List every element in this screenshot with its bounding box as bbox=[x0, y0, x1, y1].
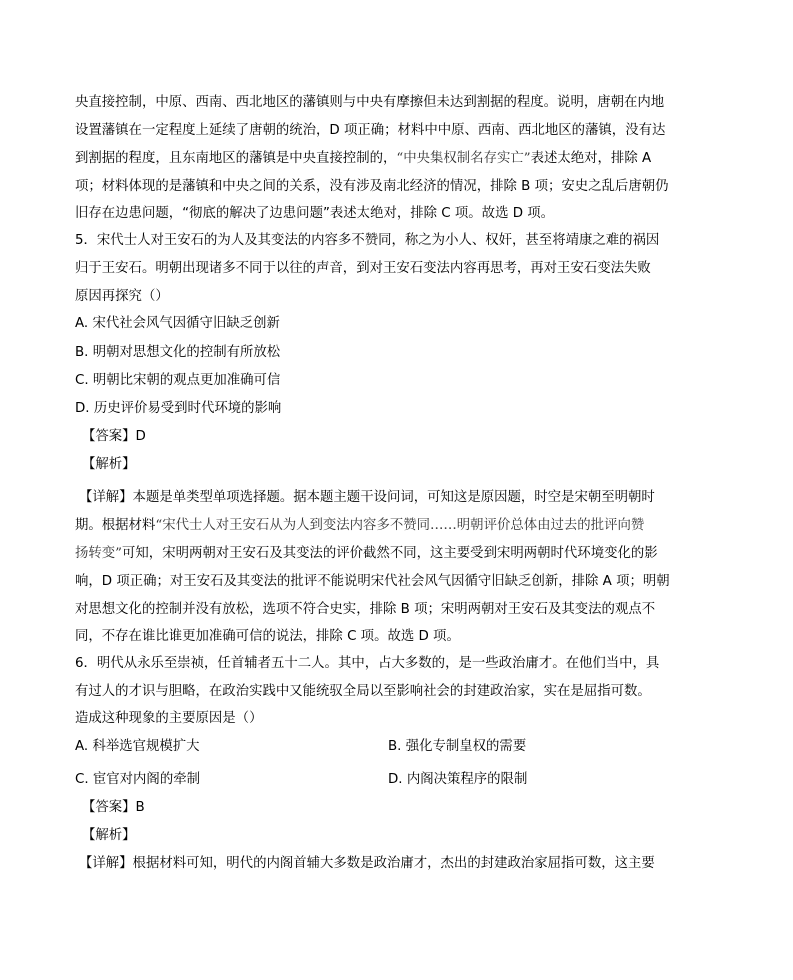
question-6-option-b: B. 强化专制皇权的需要 bbox=[388, 739, 527, 754]
question-6-analysis-label: 【解析】 bbox=[82, 828, 136, 843]
question-5-option-c: C. 明朝比宋朝的观点更加准确可信 bbox=[75, 373, 281, 388]
question-6-detail: 【详解】根据材料可知，明代的内阁首辅大多数是政治庸才，杰出的封建政治家屈指可数，这主要 bbox=[79, 856, 655, 871]
question-5-stem: 5．宋代士人对王安石的为人及其变法的内容多不赞同，称之为小人、权奸，甚至将靖康之难的祸因 bbox=[75, 233, 660, 248]
analysis-line: 项；材料体现的是藩镇和中央之间的关系，没有涉及南北经济的情况，排除 B 项；安史之乱后唐朝仍 bbox=[75, 179, 669, 194]
question-5-option-d: D. 历史评价易受到时代环境的影响 bbox=[75, 401, 282, 416]
question-5-stem: 原因再探究（） bbox=[75, 289, 169, 304]
question-5-detail: 【详解】本题是单类型单项选择题。据本题主题干设问词，可知这是原因题，时空是宋朝至明朝时 bbox=[79, 490, 655, 505]
question-5-detail: 对思想文化的控制并没有放松，选项不符合史实，排除 B 项；宋明两朝对王安石及其变法的观点不 bbox=[75, 602, 656, 617]
question-5-option-b: B. 明朝对思想文化的控制有所放松 bbox=[75, 345, 281, 360]
question-6-stem: 有过人的才识与胆略，在政治实践中又能统驭全局以至影响社会的封建政治家，实在是屈指可数。 bbox=[75, 684, 651, 699]
question-5-detail: 期。根据材料“宋代士人对王安石从为人到变法内容多不赞同……明朝评价总体由过去的批评向赞 bbox=[75, 518, 645, 533]
question-5-detail: 扬转变”可知，宋明两朝对王安石及其变法的评价截然不同，这主要受到宋明两朝时代环境变化的影 bbox=[75, 546, 658, 561]
question-5-answer: 【答案】D bbox=[82, 429, 146, 444]
question-5-option-a: A. 宋代社会风气因循守旧缺乏创新 bbox=[75, 316, 280, 331]
analysis-line: 旧存在边患问题，“彻底的解决了边患问题”表述太绝对，排除 C 项。故选 D 项。 bbox=[75, 206, 555, 221]
analysis-line: 到割据的程度，且东南地区的藩镇是中央直接控制的，“中央集权制名存实亡”表述太绝对，排除 A bbox=[75, 151, 652, 166]
quote-text: “宋代士人对王安石从为人到变法内容多不赞同……明朝评价总体由过去的批评向赞 bbox=[155, 518, 645, 533]
question-5-analysis-label: 【解析】 bbox=[82, 457, 136, 472]
question-5-stem: 归于王安石。明朝出现诸多不同于以往的声音，到对王安石变法内容再思考，再对王安石变法失败 bbox=[75, 261, 651, 276]
question-6-option-a: A. 科举选官规模扩大 bbox=[75, 739, 200, 754]
analysis-line: 央直接控制，中原、西南、西北地区的藩镇则与中央有摩擦但未达到割据的程度。说明，唐朝在内地 bbox=[75, 95, 665, 110]
quote-text: “中央集权制名存实亡” bbox=[396, 151, 531, 166]
question-6-option-d: D. 内阁决策程序的限制 bbox=[388, 772, 528, 787]
question-6-stem: 造成这种现象的主要原因是（） bbox=[75, 711, 263, 726]
question-5-detail: 同，不存在谁比谁更加准确可信的说法，排除 C 项。故选 D 项。 bbox=[75, 629, 460, 644]
question-6-stem: 6．明代从永乐至崇祯，任首辅者五十二人。其中，占大多数的，是一些政治庸才。在他们当中，具 bbox=[75, 656, 660, 671]
question-6-answer: 【答案】B bbox=[82, 800, 145, 815]
analysis-line: 设置藩镇在一定程度上延续了唐朝的统治，D 项正确；材料中中原、西南、西北地区的藩镇，没有达 bbox=[75, 123, 666, 138]
question-5-detail: 响，D 项正确；对王安石及其变法的批评不能说明宋代社会风气因循守旧缺乏创新，排除 A 项；明朝 bbox=[75, 574, 670, 589]
quote-text: 扬转变” bbox=[75, 546, 123, 561]
question-6-option-c: C. 宦官对内阁的牵制 bbox=[75, 772, 200, 787]
